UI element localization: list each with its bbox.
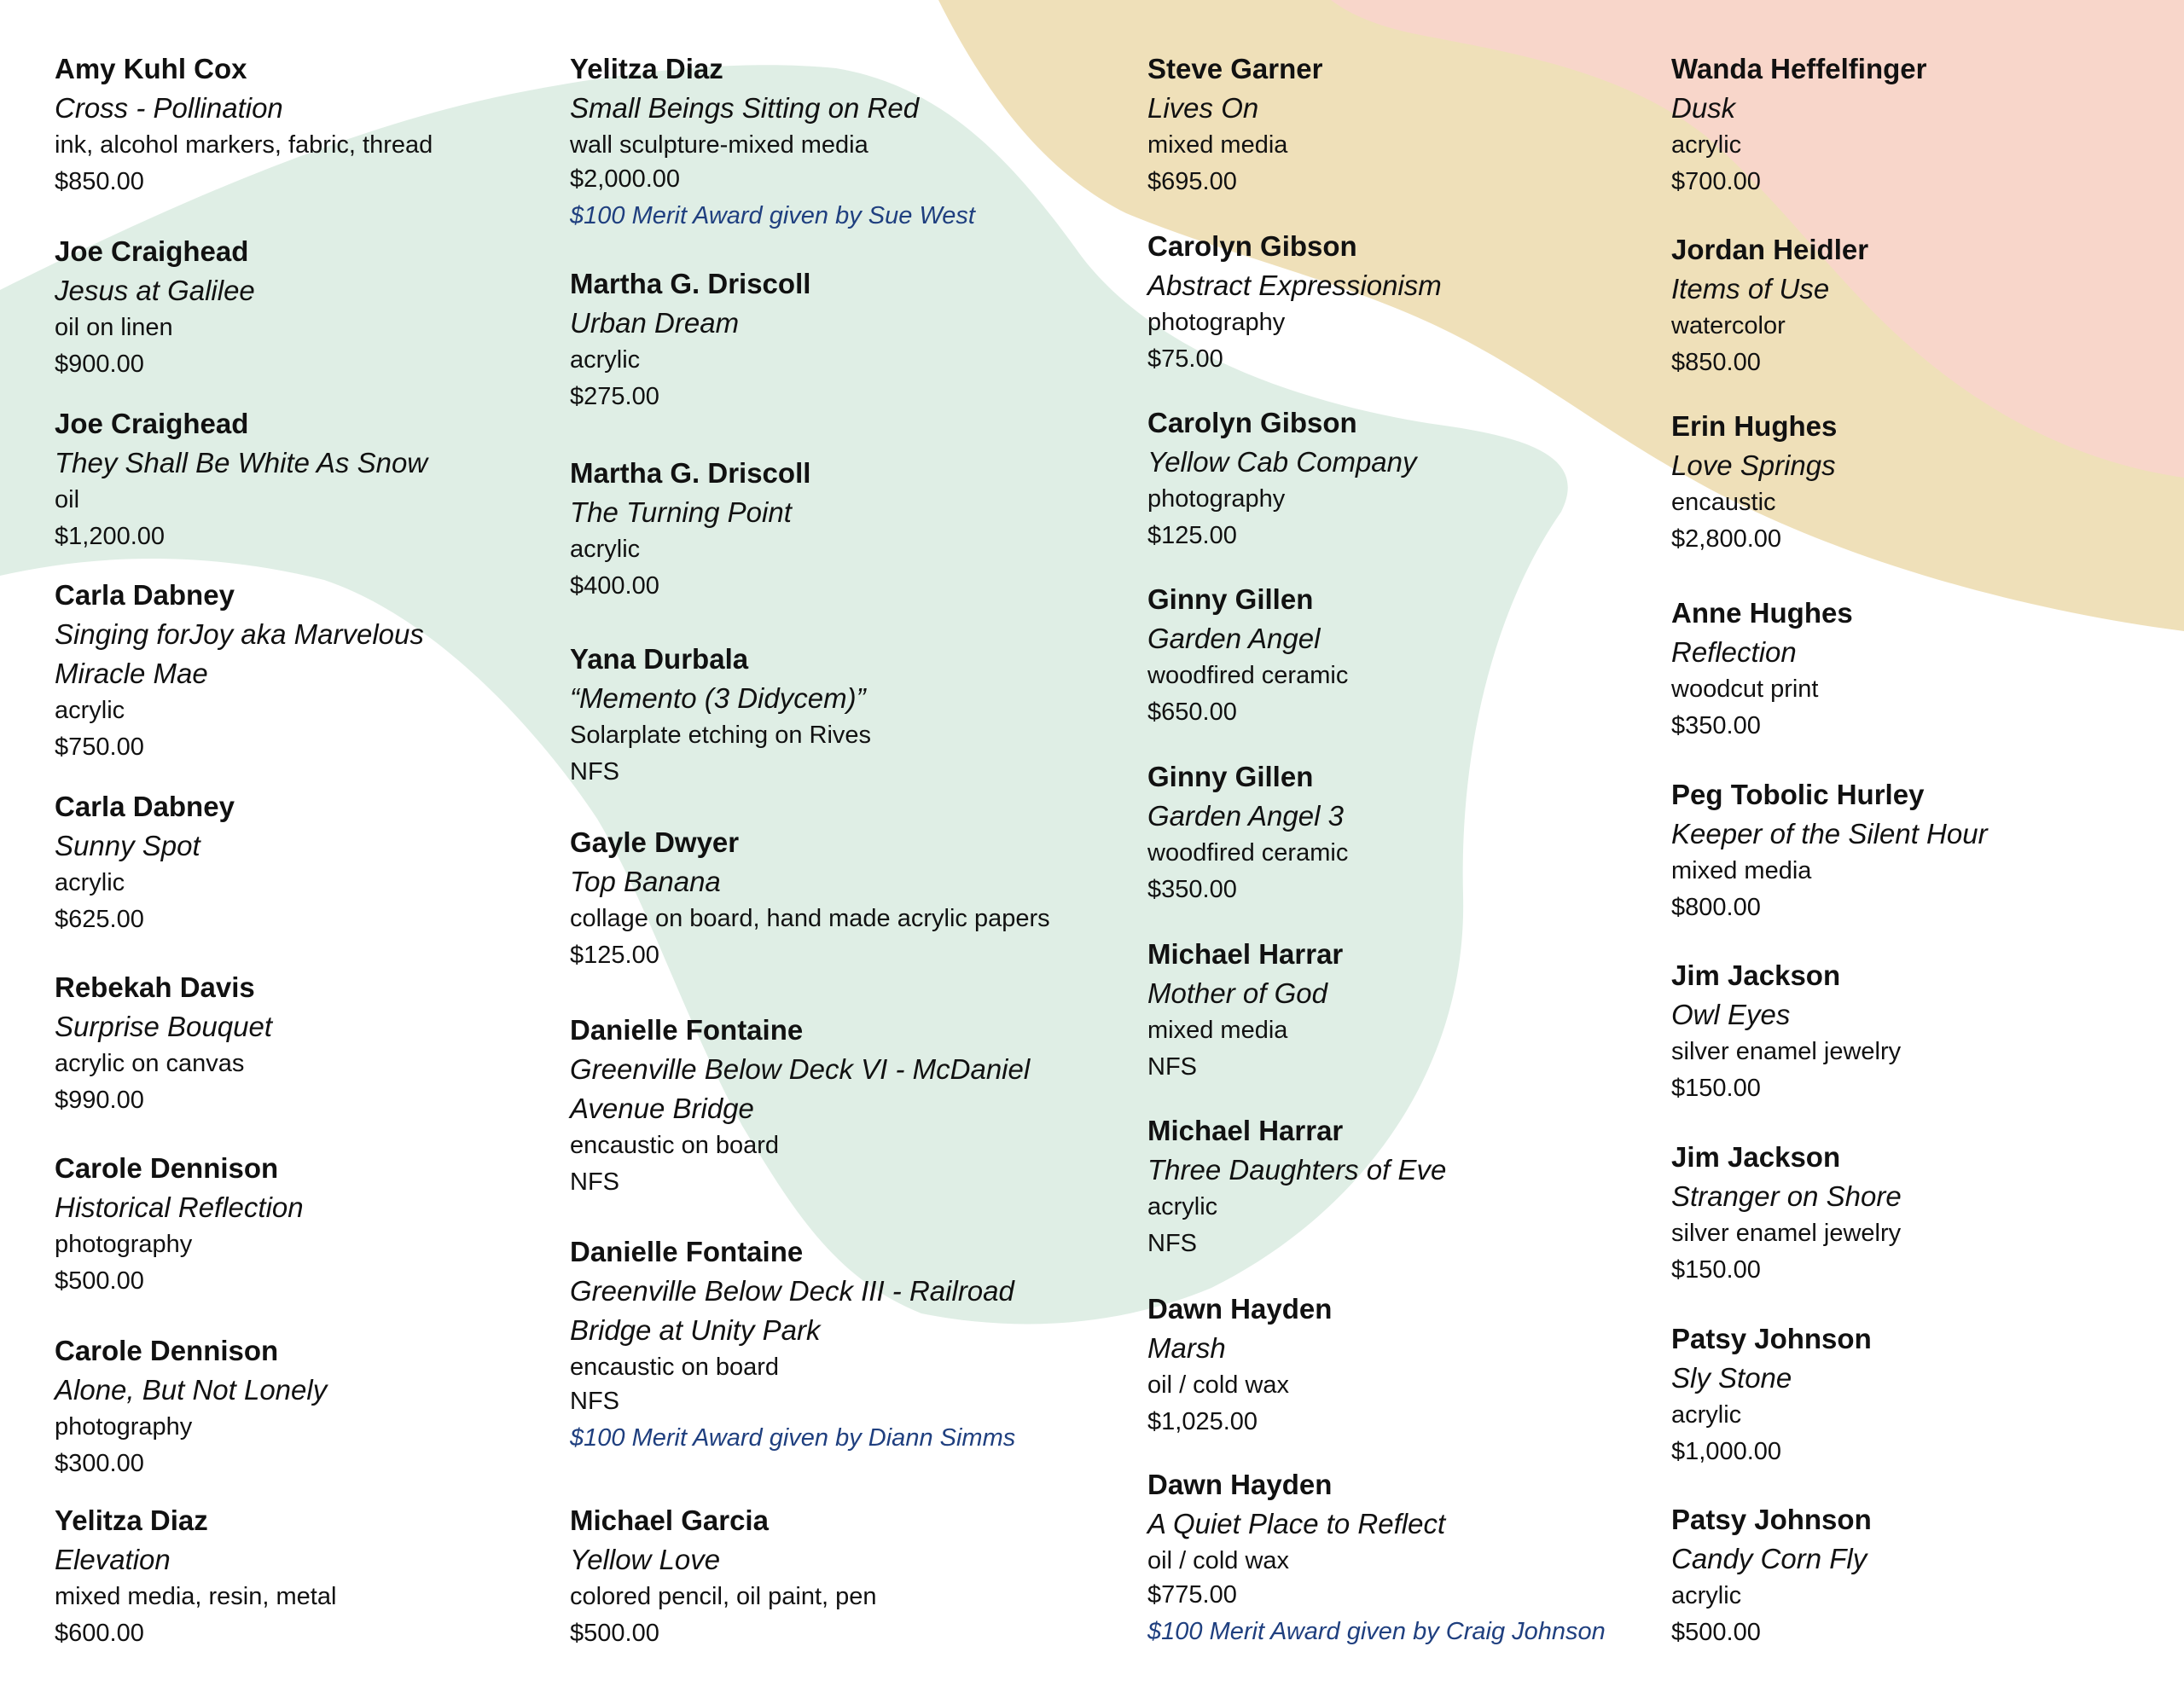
catalog-entry [1147,1465,1606,1651]
artist-name: Carole Dennison [55,1152,279,1184]
artwork-title: Historical Reflection [55,1191,304,1223]
artwork-price: $800.00 [1671,894,1761,921]
artist-name: Anne Hughes [1671,597,1853,629]
artwork-title: They Shall Be White As Snow [55,447,428,478]
artist-name: Yelitza Diaz [55,1504,208,1536]
artwork-price: $500.00 [570,1620,659,1647]
artist-name: Rebekah Davis [55,971,255,1003]
artist-name: Amy Kuhl Cox [55,53,247,84]
artwork-medium: mixed media [1147,131,1288,159]
artwork-medium: encaustic on board [570,1132,780,1159]
catalog-entry [1147,757,1348,909]
artwork-title: Stranger on Shore [1671,1180,1902,1212]
artwork-price: $2,800.00 [1671,525,1782,553]
artist-name: Ginny Gillen [1147,583,1314,615]
artwork-medium: acrylic [1671,131,1742,159]
catalog-entry [1147,580,1348,732]
artwork-title: Yellow Love [570,1544,721,1575]
artwork-price: $150.00 [1671,1075,1761,1102]
artwork-price: $75.00 [1147,345,1223,373]
artwork-price: $500.00 [1671,1619,1761,1646]
catalog-entry [55,49,433,201]
artwork-title: Reflection [1671,636,1797,668]
artwork-title: Small Beings Sitting on Red [570,92,920,124]
artist-name: Joe Craighead [55,408,249,439]
catalog-entry [55,1501,336,1653]
artwork-medium: watercolor [1671,312,1786,339]
catalog-entry [1147,403,1417,555]
artwork-title: Three Daughters of Eve [1147,1154,1447,1186]
artist-name: Patsy Johnson [1671,1323,1872,1354]
artwork-price: $400.00 [570,572,659,600]
artist-name: Jim Jackson [1671,959,1841,991]
artwork-title: Singing forJoy aka Marvelous Miracle Mae [55,618,424,689]
catalog-entry [1147,1290,1332,1441]
artwork-title: Garden Angel 3 [1147,800,1344,832]
artwork-price: $275.00 [570,383,659,410]
artwork-medium: acrylic [55,697,125,724]
artwork-title: Alone, But Not Lonely [55,1374,328,1406]
artwork-price: NFS [570,758,619,786]
catalog-entry [1671,1319,1872,1471]
catalog-entry [1147,935,1343,1087]
artwork-medium: Solarplate etching on Rives [570,722,872,749]
artwork-price: $625.00 [55,906,144,933]
catalog-entry [570,49,975,235]
catalog-entry [55,1149,304,1301]
artwork-medium: oil [55,486,80,513]
artwork-price: $350.00 [1671,712,1761,739]
merit-award: $100 Merit Award given by Diann Simms [570,1424,1016,1452]
artwork-medium: oil on linen [55,314,173,341]
artwork-medium: colored pencil, oil paint, pen [570,1583,877,1610]
artwork-price: $990.00 [55,1087,144,1114]
artwork-title: Love Springs [1671,449,1836,481]
artwork-title: Dusk [1671,92,1736,124]
artist-name: Carolyn Gibson [1147,407,1357,438]
catalog-entry [1671,230,1868,382]
artwork-price: $2,000.00 [570,165,681,193]
artwork-title: Mother of God [1147,977,1327,1009]
catalog-entry [570,1501,877,1653]
merit-award: $100 Merit Award given by Sue West [570,202,975,229]
artwork-price: NFS [570,1388,619,1415]
artwork-price: NFS [1147,1053,1197,1081]
catalog-entry [1147,1111,1446,1263]
artwork-price: $850.00 [55,168,144,195]
catalog-entry [1671,1500,1872,1652]
artwork-price: $850.00 [1671,349,1761,376]
artist-name: Michael Garcia [570,1504,769,1536]
artwork-title: Top Banana [570,866,721,897]
artist-name: Michael Harrar [1147,938,1344,970]
artwork-title: Abstract Expressionism [1147,270,1442,301]
artist-name: Carla Dabney [55,579,235,611]
artwork-price: $775.00 [1147,1581,1237,1609]
artwork-medium: woodcut print [1671,675,1819,703]
artwork-medium: photography [1147,309,1286,336]
catalog-entry [1671,407,1837,559]
artist-name: Yana Durbala [570,643,749,675]
artwork-title: Elevation [55,1544,171,1575]
artwork-price: $125.00 [570,942,659,969]
artwork-medium: encaustic on board [570,1354,780,1381]
artwork-title: Surprise Bouquet [55,1011,272,1042]
artwork-medium: woodfired ceramic [1147,839,1349,867]
catalog-entry [570,1232,1015,1458]
artist-name: Yelitza Diaz [570,53,723,84]
catalog-entry [1671,956,1901,1108]
artwork-medium: photography [1147,485,1286,513]
artist-name: Martha G. Driscoll [570,268,811,299]
catalog-entry [55,968,272,1120]
catalog-entry [1671,775,1988,927]
artwork-price: $1,000.00 [1671,1438,1782,1465]
catalog-entry [55,576,424,767]
artwork-title: Greenville Below Deck VI - McDaniel Avenue Bridge [570,1053,1031,1124]
catalog-entry [570,823,1050,975]
artwork-price: $350.00 [1147,876,1237,903]
artwork-medium: silver enamel jewelry [1671,1038,1902,1065]
artist-name: Martha G. Driscoll [570,457,811,489]
artwork-title: The Turning Point [570,496,792,528]
artwork-medium: photography [55,1231,193,1258]
catalog-entry [55,404,427,556]
artwork-medium: acrylic [570,346,641,374]
artist-name: Peg Tobolic Hurley [1671,779,1925,810]
artist-name: Patsy Johnson [1671,1504,1872,1535]
artist-name: Dawn Hayden [1147,1293,1333,1325]
catalog-entry [55,232,255,384]
artwork-price: $900.00 [55,351,144,378]
artwork-title: Candy Corn Fly [1671,1543,1867,1574]
artwork-price: $500.00 [55,1267,144,1295]
artwork-price: $695.00 [1147,168,1237,195]
artwork-title: Cross - Pollination [55,92,283,124]
artwork-price: NFS [1147,1230,1197,1257]
catalog-entry [1671,49,1926,201]
artist-name: Michael Harrar [1147,1115,1344,1146]
artwork-medium: acrylic [55,869,125,896]
artwork-title: Yellow Cab Company [1147,446,1417,478]
artwork-title: Jesus at Galilee [55,275,255,306]
artwork-medium: mixed media, resin, metal [55,1583,337,1610]
catalog-entry [55,787,235,939]
artist-name: Danielle Fontaine [570,1014,804,1046]
artist-name: Dawn Hayden [1147,1469,1333,1500]
artwork-price: $650.00 [1147,699,1237,726]
artist-name: Gayle Dwyer [570,826,740,858]
artwork-title: Keeper of the Silent Hour [1671,818,1988,849]
artwork-price: $150.00 [1671,1256,1761,1284]
catalog-entry [1671,1138,1902,1290]
artwork-price: $300.00 [55,1450,144,1477]
artist-name: Carla Dabney [55,791,235,822]
artist-name: Wanda Heffelfinger [1671,53,1927,84]
artwork-title: Greenville Below Deck III - Railroad Bridge at Unity Park [570,1275,1014,1346]
artwork-title: Sunny Spot [55,830,200,861]
catalog-entry [1147,49,1322,201]
artwork-medium: acrylic [570,536,641,563]
artwork-medium: acrylic [1147,1193,1218,1220]
artwork-title: Sly Stone [1671,1362,1792,1394]
artwork-medium: ink, alcohol markers, fabric, thread [55,131,433,159]
artist-name: Danielle Fontaine [570,1236,804,1267]
artist-name: Carole Dennison [55,1335,279,1366]
artwork-medium: mixed media [1147,1017,1288,1044]
artwork-price: $700.00 [1671,168,1761,195]
artwork-title: Garden Angel [1147,623,1321,654]
artwork-medium: encaustic [1671,489,1776,516]
artwork-medium: collage on board, hand made acrylic papers [570,905,1050,932]
artwork-title: Marsh [1147,1332,1226,1364]
artist-name: Steve Garner [1147,53,1323,84]
catalog-entry [570,264,810,416]
merit-award: $100 Merit Award given by Craig Johnson [1147,1618,1606,1645]
artwork-title: A Quiet Place to Reflect [1147,1508,1446,1539]
catalog-entry [570,1011,1030,1202]
artwork-medium: wall sculpture-mixed media [570,131,868,159]
artwork-price: $1,200.00 [55,523,166,550]
artwork-title: “Memento (3 Didycem)” [570,682,866,714]
artwork-price: $1,025.00 [1147,1408,1258,1435]
artist-name: Erin Hughes [1671,410,1838,442]
artwork-medium: oil / cold wax [1147,1371,1290,1399]
artwork-price: NFS [570,1168,619,1196]
artwork-medium: acrylic [1671,1582,1742,1609]
artwork-medium: mixed media [1671,857,1812,884]
artwork-title: Lives On [1147,92,1259,124]
artwork-medium: acrylic [1671,1401,1742,1429]
catalog-entry [1671,594,1853,745]
artwork-price: $600.00 [55,1620,144,1647]
artwork-medium: oil / cold wax [1147,1547,1290,1574]
catalog-entry [570,454,810,606]
artwork-medium: woodfired ceramic [1147,662,1349,689]
artwork-medium: silver enamel jewelry [1671,1220,1902,1247]
artist-name: Carolyn Gibson [1147,230,1357,262]
artist-name: Jim Jackson [1671,1141,1841,1173]
artwork-title: Owl Eyes [1671,999,1791,1030]
artwork-medium: photography [55,1413,193,1441]
artwork-title: Items of Use [1671,273,1830,304]
catalog-entry [570,640,871,791]
artist-name: Jordan Heidler [1671,234,1869,265]
catalog-entry [55,1331,327,1483]
catalog-entry [1147,227,1442,379]
artwork-price: $125.00 [1147,522,1237,549]
artwork-title: Urban Dream [570,307,740,339]
artist-name: Ginny Gillen [1147,761,1314,792]
artist-name: Joe Craighead [55,235,249,267]
artwork-price: $750.00 [55,733,144,761]
artwork-medium: acrylic on canvas [55,1050,245,1077]
